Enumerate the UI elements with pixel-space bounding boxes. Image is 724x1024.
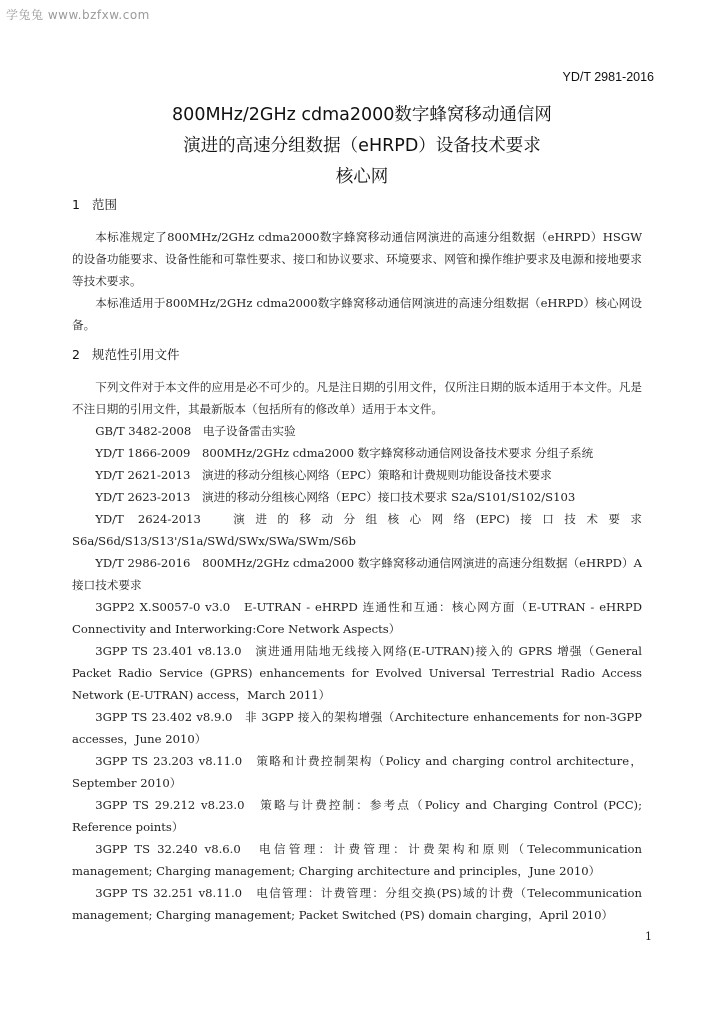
document-body bbox=[72, 192, 642, 926]
section-number: 1 bbox=[72, 197, 80, 212]
references-intro: 下列文件对于本文件的应用是必不可少的。凡是注日期的引用文件，仅所注日期的版本适用于本文件。凡是不注日期的引用文件，其最新版本（包括所有的修改单）适用于本文件。 bbox=[72, 380, 642, 416]
scope-paragraph-1: 本标准规定了800MHz/2GHz cdma2000数字蜂窝移动通信网演进的高速分组数据（eHRPD）HSGW的设备功能要求、设备性能和可靠性要求、接口和协议要求、环境要求、网管和操作维护要求及电源和接地要求等技术要求。 bbox=[72, 230, 642, 288]
section-1-heading bbox=[72, 192, 642, 218]
scope-paragraph-2: 本标准适用于800MHz/2GHz cdma2000数字蜂窝移动通信网演进的高速分组数据（eHRPD）核心网设备。 bbox=[72, 296, 642, 332]
section-number: 2 bbox=[72, 347, 80, 362]
section-2-heading bbox=[72, 342, 642, 368]
reference-item: YD/T 2624-2013 演进的移动分组核心网络(EPC)接口技术要求 S6a/S6d/S13/S13'/S1a/SWd/SWx/SWa/SWm/S6b bbox=[72, 512, 642, 548]
section-title: 范围 bbox=[92, 197, 118, 212]
reference-item: 3GPP TS 23.402 v8.9.0 非 3GPP 接入的架构增强（Architecture enhancements for non-3GPP accesses，June 2010） bbox=[72, 710, 642, 746]
document-title bbox=[0, 100, 724, 193]
watermark: 学兔兔 www.bzfxw.com bbox=[6, 8, 150, 22]
title-line-2: 演进的高速分组数据（eHRPD）设备技术要求 bbox=[183, 136, 541, 156]
reference-item: 3GPP TS 23.401 v8.13.0 演进通用陆地无线接入网络(E-UTRAN)接入的 GPRS 增强（General Packet Radio Service (GPRS) enhancements for Evolved Universal Terrestrial Radio Access Network (E-UTRAN) access，March 2011） bbox=[72, 644, 642, 702]
title-line-3: 核心网 bbox=[335, 167, 389, 187]
title-line-1: 800MHz/2GHz cdma2000数字蜂窝移动通信网 bbox=[172, 105, 552, 125]
reference-item: 3GPP TS 32.240 v8.6.0 电信管理：计费管理：计费架构和原则（Telecommunication management; Charging management; Charging architecture and principles，June 2010） bbox=[72, 842, 642, 878]
reference-item: 3GPP TS 29.212 v8.23.0 策略与计费控制：参考点（Policy and Charging Control (PCC); Reference points） bbox=[72, 798, 642, 834]
reference-item: 3GPP2 X.S0057-0 v3.0 E-UTRAN - eHRPD 连通性和互通：核心网方面（E-UTRAN - eHRPD Connectivity and Interworking:Core Network Aspects） bbox=[72, 600, 642, 636]
reference-item: 3GPP TS 23.203 v8.11.0 策略和计费控制架构（Policy and charging control architecture，September 2010） bbox=[72, 754, 642, 790]
reference-item: YD/T 2623-2013 演进的移动分组核心网络（EPC）接口技术要求 S2a/S101/S102/S103 bbox=[95, 490, 576, 504]
reference-item: YD/T 2986-2016 800MHz/2GHz cdma2000 数字蜂窝移动通信网演进的高速分组数据（eHRPD）A接口技术要求 bbox=[72, 556, 642, 592]
reference-item: YD/T 1866-2009 800MHz/2GHz cdma2000 数字蜂窝移动通信网设备技术要求 分组子系统 bbox=[95, 446, 594, 460]
reference-item: YD/T 2621-2013 演进的移动分组核心网络（EPC）策略和计费规则功能设备技术要求 bbox=[95, 468, 552, 482]
page-number: 1 bbox=[645, 930, 652, 943]
section-title: 规范性引用文件 bbox=[92, 347, 180, 362]
document-number: YD/T 2981-2016 bbox=[562, 70, 654, 84]
reference-item: 3GPP TS 32.251 v8.11.0 电信管理：计费管理：分组交换(PS)域的计费（Telecommunication management; Charging management; Packet Switched (PS) domain charging，April 2010） bbox=[72, 886, 642, 922]
reference-item: GB/T 3482-2008 电子设备雷击实验 bbox=[95, 424, 296, 438]
